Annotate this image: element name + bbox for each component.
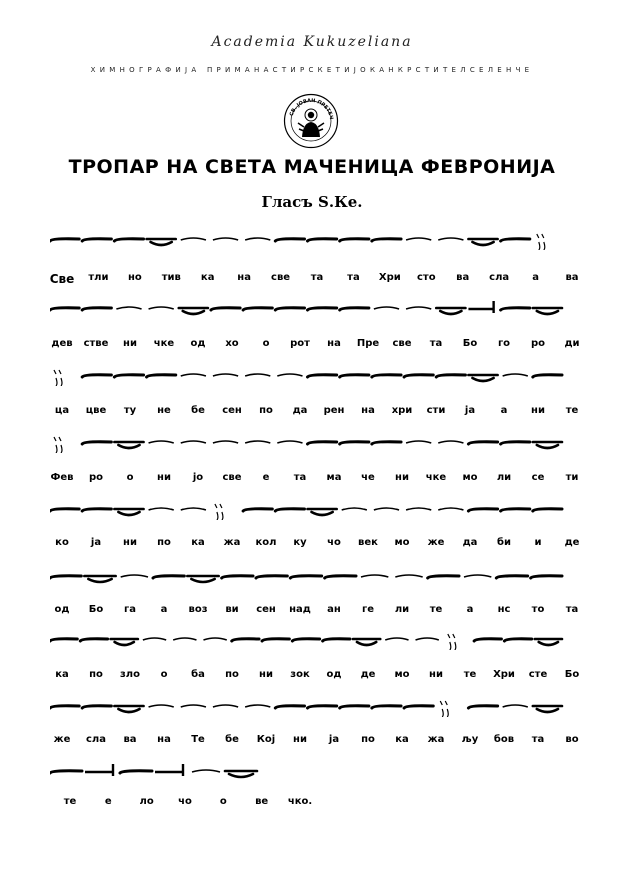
lyric-syllable: по	[157, 537, 171, 548]
lyric-syllable: то	[531, 604, 545, 615]
lyric-syllable: тив	[161, 272, 181, 283]
lyric-syllable: ка	[191, 537, 205, 548]
lyric-syllable: га	[124, 604, 136, 615]
lyric-syllable: по	[225, 669, 239, 680]
lyric-syllable: воз	[188, 604, 208, 615]
neume-row	[50, 563, 570, 587]
neume-row	[50, 693, 570, 717]
lyric-syllable: а	[532, 272, 539, 283]
lyric-syllable: би	[497, 537, 511, 548]
lyrics-line	[40, 734, 590, 748]
lyric-syllable: ка	[200, 272, 215, 283]
lyric-syllable: та	[531, 734, 545, 745]
lyric-syllable: чке	[425, 472, 447, 483]
lyrics-line	[40, 604, 590, 618]
lyric-syllable: љу	[461, 734, 479, 745]
lyric-syllable: ни	[259, 669, 273, 680]
lyric-syllable: по	[259, 405, 273, 416]
lyric-syllable: ва	[565, 272, 579, 283]
lyric-syllable: ли	[394, 604, 410, 615]
lyric-syllable: ка	[395, 734, 409, 745]
lyric-syllable: на	[237, 272, 251, 283]
seal-logo	[283, 93, 339, 149]
lyric-syllable: и	[534, 537, 542, 548]
lyric-syllable: те	[565, 405, 579, 416]
lyric-syllable: мо	[394, 669, 410, 680]
lyric-syllable: но	[127, 272, 142, 283]
lyric-syllable: та	[347, 272, 360, 283]
lyric-syllable: сте	[528, 669, 548, 680]
lyric-syllable: над	[289, 604, 311, 615]
lyric-syllable: ни	[293, 734, 307, 745]
lyric-syllable: о	[219, 796, 227, 807]
lyric-syllable: че	[361, 472, 375, 483]
neume-row	[50, 429, 570, 453]
lyric-syllable: чо	[178, 796, 192, 807]
lyric-syllable: зло	[119, 669, 141, 680]
lyric-syllable: о	[262, 338, 270, 349]
lyric-syllable: да	[292, 405, 308, 416]
lyric-syllable: сти	[426, 405, 446, 416]
lyric-syllable: стве	[83, 338, 109, 349]
lyric-syllable: хо	[225, 338, 239, 349]
lyric-syllable: ни	[123, 537, 137, 548]
lyric-syllable: на	[157, 734, 171, 745]
page-title: ТРОПАР НА СВЕТА МАЧЕНИЦА ФЕВРОНИЈА	[68, 156, 556, 178]
lyric-syllable: све	[392, 338, 412, 349]
lyric-syllable: де	[360, 669, 376, 680]
neume-row	[50, 758, 570, 782]
lyric-syllable: од	[190, 338, 206, 349]
lyric-syllable: ве	[255, 796, 269, 807]
lyric-syllable: све	[222, 472, 242, 483]
lyric-syllable: чо	[327, 537, 341, 548]
lyric-syllable: век	[358, 537, 378, 548]
lyric-syllable: кол	[255, 537, 277, 548]
lyric-syllable: по	[89, 669, 103, 680]
lyric-syllable: ли	[496, 472, 512, 483]
lyric-syllable: о	[126, 472, 134, 483]
lyric-syllable: ти	[565, 472, 579, 483]
lyric-syllable: ја	[90, 537, 102, 548]
lyric-syllable: на	[361, 405, 375, 416]
lyric-syllable: жа	[427, 734, 445, 745]
lyric-syllable: ни	[157, 472, 171, 483]
lyric-syllable: дев	[51, 338, 73, 349]
lyric-syllable: чко.	[287, 796, 313, 807]
lyric-syllable: ва	[123, 734, 137, 745]
lyric-syllable: ја	[464, 405, 476, 416]
lyric-syllable: го	[497, 338, 511, 349]
lyrics-line	[40, 472, 590, 486]
lyric-syllable: же	[53, 734, 71, 745]
lyric-syllable: во	[565, 734, 579, 745]
lyric-syllable: ма	[326, 472, 342, 483]
lyric-syllable: е	[262, 472, 270, 483]
lyric-syllable: сто	[416, 272, 436, 283]
lyrics-line	[40, 272, 590, 286]
lyric-syllable: јо	[192, 472, 204, 483]
lyric-syllable: те	[429, 604, 443, 615]
lyric-syllable: Бо	[462, 338, 478, 349]
lyric-syllable: зок	[290, 669, 310, 680]
lyric-syllable: не	[157, 405, 171, 416]
lyrics-line	[40, 796, 590, 810]
academy-name: Academia Kukuzeliana	[211, 34, 413, 50]
lyric-syllable: те	[63, 796, 77, 807]
lyric-syllable: сен	[256, 604, 276, 615]
lyric-syllable: ца	[54, 405, 70, 416]
lyric-syllable: ро	[530, 338, 546, 349]
lyric-syllable: а	[500, 405, 508, 416]
neume-row	[50, 226, 570, 250]
lyric-syllable: ни	[123, 338, 137, 349]
lyric-syllable: ге	[361, 604, 375, 615]
lyric-syllable: ва	[456, 272, 470, 283]
lyric-syllable: ни	[395, 472, 409, 483]
lyric-syllable: та	[293, 472, 307, 483]
neume-row	[50, 362, 570, 386]
lyric-syllable: Фев	[50, 472, 74, 483]
svg-text:СВ. ЈОВАН ПРЕТЕЧА: СВ. ЈОВАН ПРЕТЕЧ	[288, 97, 334, 120]
lyric-syllable: о	[160, 669, 168, 680]
lyric-syllable: жа	[223, 537, 241, 548]
lyric-syllable: ба	[191, 669, 205, 680]
lyric-syllable: на	[327, 338, 341, 349]
lyric-syllable: ку	[293, 537, 307, 548]
lyric-syllable: од	[54, 604, 70, 615]
lyric-syllable: же	[427, 537, 445, 548]
lyric-syllable: бе	[191, 405, 205, 416]
lyric-syllable: е	[104, 796, 112, 807]
lyric-syllable: ло	[139, 796, 154, 807]
lyric-syllable: а	[466, 604, 474, 615]
lyric-syllable: да	[462, 537, 478, 548]
tone-heading: Гласъ Ѕ.Ке.	[261, 193, 363, 211]
lyric-syllable: сен	[222, 405, 242, 416]
lyric-syllable: ту	[123, 405, 137, 416]
lyric-syllable: та	[310, 272, 324, 283]
lyric-syllable: рот	[290, 338, 310, 349]
lyric-syllable: те	[463, 669, 477, 680]
lyric-syllable: Те	[191, 734, 205, 745]
lyric-syllable: све	[271, 272, 291, 283]
lyric-syllable: по	[361, 734, 375, 745]
lyric-syllable: чке	[153, 338, 175, 349]
neume-row	[50, 295, 570, 319]
lyric-syllable: Све	[49, 272, 75, 286]
lyrics-line	[40, 537, 590, 551]
lyrics-line	[40, 338, 590, 352]
lyric-syllable: ди	[564, 338, 580, 349]
lyric-syllable: хри	[391, 405, 413, 416]
lyric-syllable: ни	[429, 669, 443, 680]
lyric-syllable: мо	[394, 537, 410, 548]
neume-row	[50, 496, 570, 520]
lyric-syllable: бов	[493, 734, 515, 745]
lyric-syllable: Хри	[378, 272, 401, 283]
lyric-syllable: Бо	[88, 604, 104, 615]
lyric-syllable: Хри	[493, 669, 515, 680]
neume-row	[50, 626, 570, 650]
lyric-syllable: ро	[88, 472, 104, 483]
lyric-syllable: а	[160, 604, 168, 615]
lyric-syllable: Кој	[256, 734, 276, 745]
lyric-syllable: ни	[531, 405, 545, 416]
lyric-syllable: та	[429, 338, 443, 349]
lyric-syllable: тли	[88, 272, 109, 283]
lyric-syllable: ко	[55, 537, 69, 548]
lyrics-line	[40, 669, 590, 683]
lyric-syllable: Пре	[356, 338, 380, 349]
lyric-syllable: та	[565, 604, 579, 615]
lyric-syllable: се	[531, 472, 545, 483]
lyric-syllable: ви	[225, 604, 239, 615]
lyric-syllable: мо	[462, 472, 478, 483]
lyric-syllable: сла	[86, 734, 106, 745]
lyric-syllable: Бо	[564, 669, 580, 680]
lyric-syllable: сла	[489, 272, 510, 283]
lyric-syllable: ка	[55, 669, 69, 680]
lyric-syllable: ја	[328, 734, 340, 745]
lyric-syllable: нс	[497, 604, 511, 615]
lyric-syllable: бе	[225, 734, 239, 745]
lyric-syllable: ан	[327, 604, 341, 615]
lyric-syllable: рен	[323, 405, 345, 416]
lyric-syllable: од	[326, 669, 342, 680]
lyrics-line	[40, 405, 590, 419]
header-subtitle: ХИМНОГРАФИЈА ПРИМАНАСТИРСКЕТИЈОКАНКРСТИТЕЛСЕЛЕНЧЕ	[90, 66, 534, 74]
lyric-syllable: цве	[85, 405, 107, 416]
lyric-syllable: де	[564, 537, 580, 548]
